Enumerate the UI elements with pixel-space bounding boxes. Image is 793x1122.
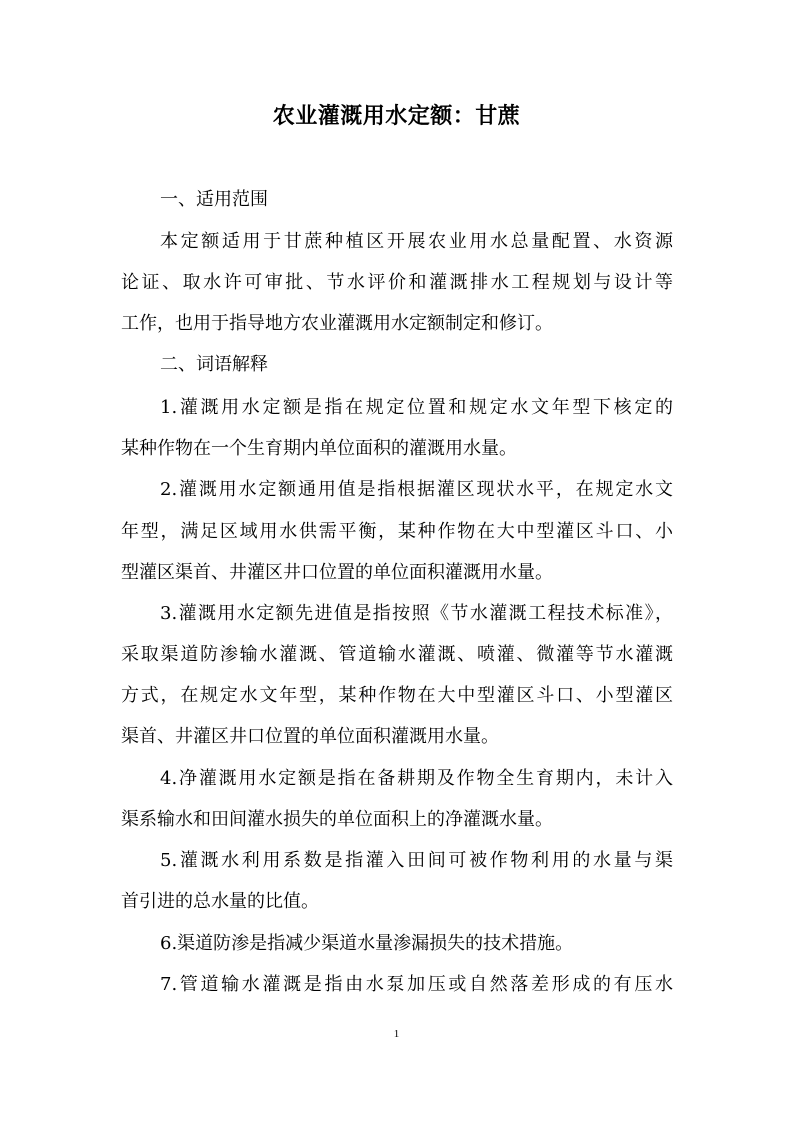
paragraph-line: 渠首、井灌区井口位置的单位面积灌溉用水量。 bbox=[121, 726, 499, 747]
paragraph-line: 渠系输水和田间灌水损失的单位面积上的净灌溉水量。 bbox=[121, 809, 553, 830]
document-title: 农业灌溉用水定额：甘蔗 bbox=[272, 104, 521, 129]
paragraph-line: 7.管道输水灌溉是指由水泵加压或自然落差形成的有压水 bbox=[160, 974, 673, 995]
section-heading-definitions: 二、词语解释 bbox=[160, 354, 268, 375]
paragraph-line: 4.净灌溉用水定额是指在备耕期及作物全生育期内，未计入 bbox=[160, 768, 673, 789]
page-number: 1 bbox=[393, 1028, 400, 1040]
paragraph-line: 6.渠道防渗是指减少渠道水量渗漏损失的技术措施。 bbox=[160, 933, 574, 954]
paragraph-line: 年型，满足区域用水供需平衡，某种作物在大中型灌区斗口、小 bbox=[121, 521, 673, 542]
paragraph-line: 工作，也用于指导地方农业灌溉用水定额制定和修订。 bbox=[121, 313, 553, 334]
paragraph-line: 论证、取水许可审批、节水评价和灌溉排水工程规划与设计等 bbox=[121, 272, 673, 293]
section-heading-scope: 一、适用范围 bbox=[160, 189, 268, 210]
paragraph-line: 方式，在规定水文年型，某种作物在大中型灌区斗口、小型灌区 bbox=[121, 685, 673, 706]
paragraph-line: 某种作物在一个生育期内单位面积的灌溉用水量。 bbox=[121, 438, 517, 459]
paragraph-line: 型灌区渠首、井灌区井口位置的单位面积灌溉用水量。 bbox=[121, 562, 553, 583]
paragraph-line: 3.灌溉用水定额先进值是指按照《节水灌溉工程技术标准》， bbox=[160, 603, 673, 624]
paragraph-line: 本定额适用于甘蔗种植区开展农业用水总量配置、水资源 bbox=[160, 231, 673, 252]
paragraph-line: 采取渠道防渗输水灌溉、管道输水灌溉、喷灌、微灌等节水灌溉 bbox=[121, 644, 673, 665]
paragraph-line: 5.灌溉水利用系数是指灌入田间可被作物利用的水量与渠 bbox=[160, 850, 673, 871]
paragraph-line: 2.灌溉用水定额通用值是指根据灌区现状水平，在规定水文 bbox=[160, 479, 673, 500]
paragraph-line: 1.灌溉用水定额是指在规定位置和规定水文年型下核定的 bbox=[160, 397, 673, 418]
paragraph-line: 首引进的总水量的比值。 bbox=[121, 891, 319, 912]
